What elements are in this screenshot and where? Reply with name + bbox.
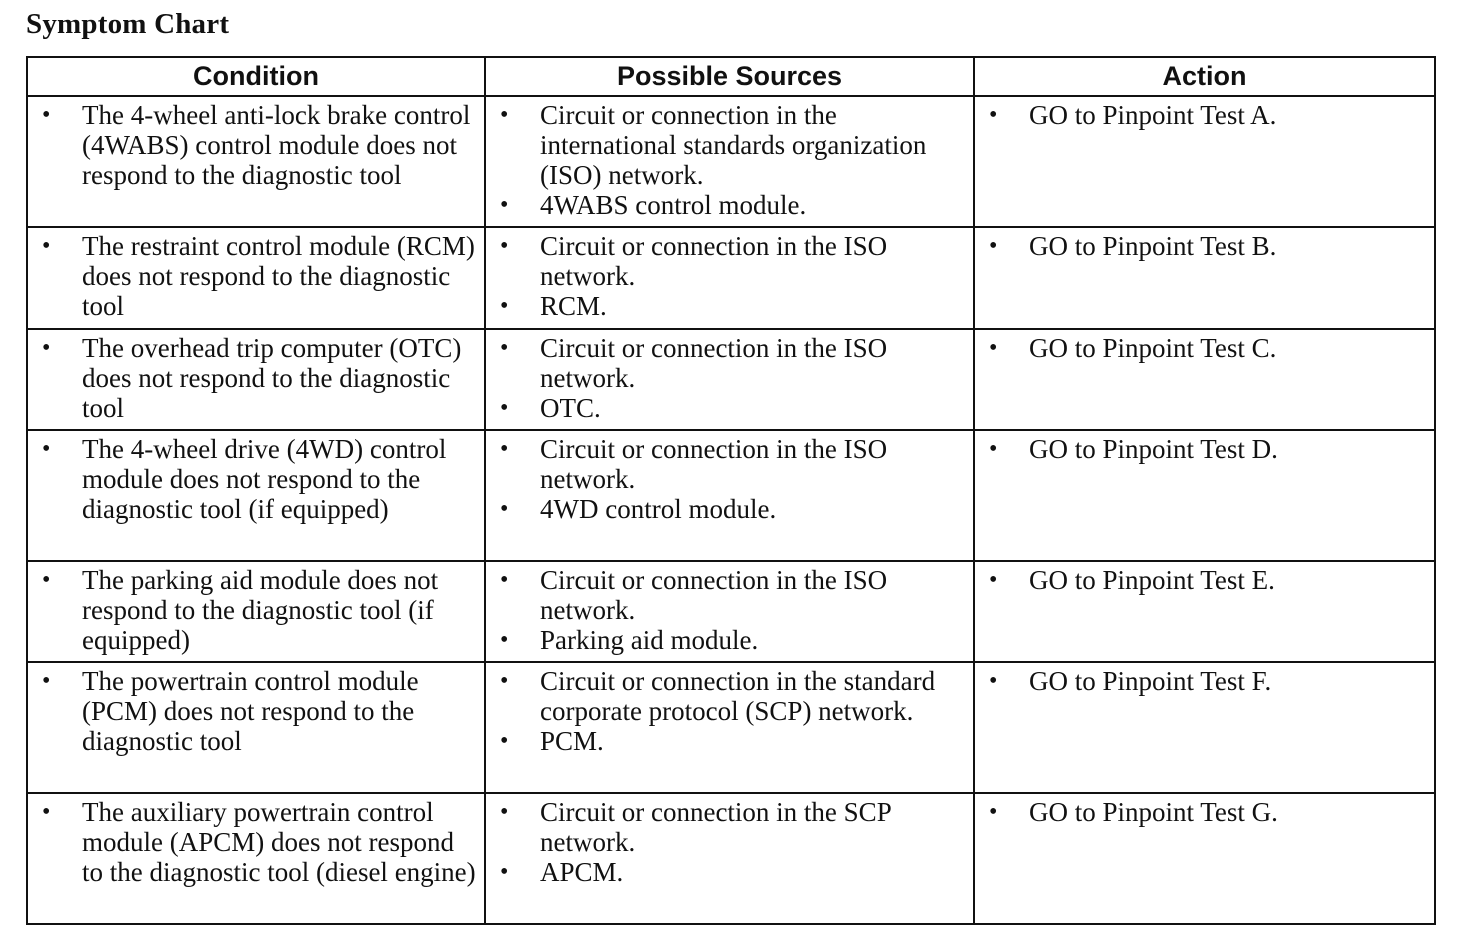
sources-cell — [485, 227, 974, 329]
header-action: Action — [974, 57, 1435, 96]
source-item: • PCM. — [494, 726, 965, 756]
table-row — [27, 561, 1435, 662]
table-row — [27, 227, 1435, 329]
condition-cell — [27, 662, 485, 793]
table-row — [27, 793, 1435, 924]
source-item: • Circuit or connection in the international standards organization (ISO) network. — [494, 100, 965, 190]
sources-cell — [485, 561, 974, 662]
action-cell — [974, 561, 1435, 662]
condition-text: • The powertrain control module (PCM) does not respond to the diagnostic tool — [36, 666, 476, 756]
condition-text: • The 4-wheel drive (4WD) control module does not respond to the diagnostic tool (if equipped) — [36, 434, 476, 524]
source-item: • Circuit or connection in the ISO network. — [494, 434, 965, 494]
condition-text: • The overhead trip computer (OTC) does not respond to the diagnostic tool — [36, 333, 476, 423]
symptom-chart-table — [26, 56, 1436, 925]
condition-cell — [27, 561, 485, 662]
action-text: • GO to Pinpoint Test C. — [983, 333, 1426, 363]
header-condition: Condition — [27, 57, 485, 96]
action-text: • GO to Pinpoint Test E. — [983, 565, 1426, 595]
table-row — [27, 96, 1435, 227]
source-item: • 4WABS control module. — [494, 190, 965, 220]
action-text: • GO to Pinpoint Test D. — [983, 434, 1426, 464]
source-item: • Circuit or connection in the standard corporate protocol (SCP) network. — [494, 666, 965, 726]
action-cell — [974, 227, 1435, 329]
action-cell — [974, 430, 1435, 561]
action-cell — [974, 793, 1435, 924]
condition-cell — [27, 96, 485, 227]
table-row — [27, 430, 1435, 561]
action-text: • GO to Pinpoint Test A. — [983, 100, 1426, 130]
condition-cell — [27, 793, 485, 924]
condition-text: • The restraint control module (RCM) does not respond to the diagnostic tool — [36, 231, 476, 321]
source-item: • APCM. — [494, 857, 965, 887]
source-item: • Circuit or connection in the ISO network. — [494, 565, 965, 625]
header-possible-sources: Possible Sources — [485, 57, 974, 96]
sources-cell — [485, 793, 974, 924]
source-item: • Circuit or connection in the ISO network. — [494, 333, 965, 393]
sources-cell — [485, 662, 974, 793]
chart-body — [27, 96, 1435, 924]
table-row — [27, 329, 1435, 430]
source-item: • RCM. — [494, 291, 965, 321]
action-cell — [974, 662, 1435, 793]
condition-text: • The 4-wheel anti-lock brake control (4WABS) control module does not respond to the diagnostic tool — [36, 100, 476, 190]
sources-cell — [485, 430, 974, 561]
condition-cell — [27, 430, 485, 561]
source-item: • Parking aid module. — [494, 625, 965, 655]
condition-cell — [27, 227, 485, 329]
source-item: • 4WD control module. — [494, 494, 965, 524]
sources-cell — [485, 96, 974, 227]
action-text: • GO to Pinpoint Test B. — [983, 231, 1426, 261]
action-text: • GO to Pinpoint Test F. — [983, 666, 1426, 696]
header-row — [27, 57, 1435, 96]
action-text: • GO to Pinpoint Test G. — [983, 797, 1426, 827]
condition-text: • The parking aid module does not respond to the diagnostic tool (if equipped) — [36, 565, 476, 655]
source-item: • Circuit or connection in the ISO network. — [494, 231, 965, 291]
sources-cell — [485, 329, 974, 430]
condition-cell — [27, 329, 485, 430]
condition-text: • The auxiliary powertrain control module (APCM) does not respond to the diagnostic tool (diesel engine) — [36, 797, 476, 887]
source-item: • Circuit or connection in the SCP network. — [494, 797, 965, 857]
page-title: Symptom Chart — [26, 8, 230, 40]
table-row — [27, 662, 1435, 793]
action-cell — [974, 329, 1435, 430]
action-cell — [974, 96, 1435, 227]
source-item: • OTC. — [494, 393, 965, 423]
